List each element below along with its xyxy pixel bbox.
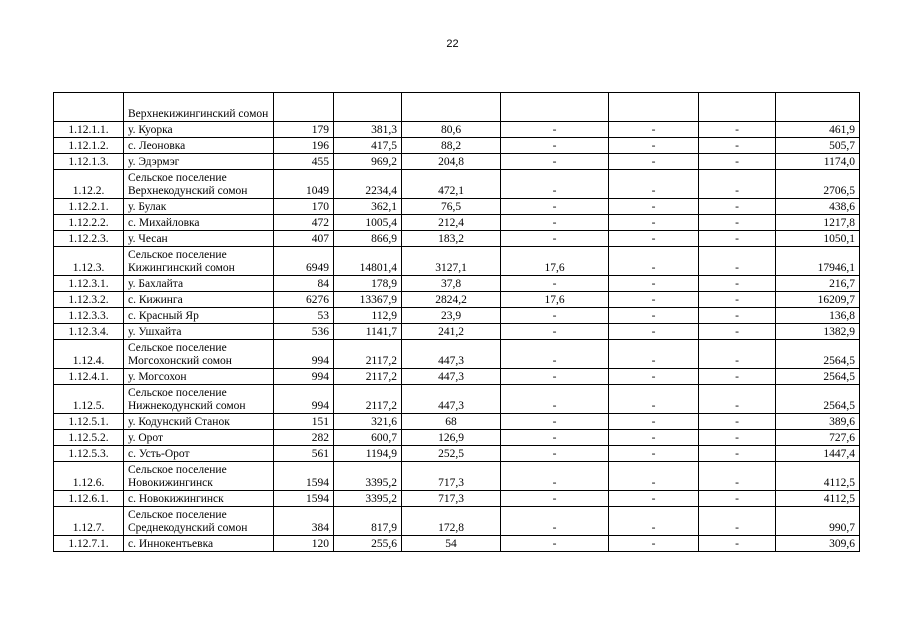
row-name: Сельское поселение Могсохонский сомон <box>124 340 274 369</box>
cell-value-2 <box>334 93 402 122</box>
table-row <box>54 385 860 414</box>
cell-value-4: - <box>501 414 609 430</box>
cell-total: 2564,5 <box>776 385 860 414</box>
row-name: с. Новокижингинск <box>124 491 274 507</box>
cell-population: 455 <box>274 154 334 170</box>
cell-value-2: 600,7 <box>334 430 402 446</box>
cell-population: 994 <box>274 385 334 414</box>
cell-value-6: - <box>699 491 776 507</box>
cell-population: 1594 <box>274 462 334 491</box>
row-code: 1.12.5.2. <box>54 430 124 446</box>
cell-total: 1174,0 <box>776 154 860 170</box>
cell-value-4: - <box>501 446 609 462</box>
cell-value-5: - <box>609 385 699 414</box>
cell-population: 472 <box>274 215 334 231</box>
row-name: с. Красный Яр <box>124 308 274 324</box>
cell-population: 407 <box>274 231 334 247</box>
row-name: с. Кижинга <box>124 292 274 308</box>
row-code: 1.12.6.1. <box>54 491 124 507</box>
cell-total: 505,7 <box>776 138 860 154</box>
cell-total: 4112,5 <box>776 491 860 507</box>
cell-value-2: 2117,2 <box>334 340 402 369</box>
row-name: с. Иннокентьевка <box>124 536 274 552</box>
cell-value-5: - <box>609 462 699 491</box>
cell-value-3: 252,5 <box>402 446 501 462</box>
row-name: у. Могсохон <box>124 369 274 385</box>
table-row <box>54 247 860 276</box>
cell-value-6: - <box>699 414 776 430</box>
table-row <box>54 414 860 430</box>
cell-value-6: - <box>699 507 776 536</box>
cell-population: 282 <box>274 430 334 446</box>
cell-total: 16209,7 <box>776 292 860 308</box>
cell-total: 2564,5 <box>776 369 860 385</box>
cell-population: 170 <box>274 199 334 215</box>
cell-population: 6949 <box>274 247 334 276</box>
settlements-table <box>53 92 860 552</box>
table-row <box>54 292 860 308</box>
cell-population: 384 <box>274 507 334 536</box>
cell-value-3: 126,9 <box>402 430 501 446</box>
cell-population: 561 <box>274 446 334 462</box>
cell-value-4: - <box>501 199 609 215</box>
cell-total: 17946,1 <box>776 247 860 276</box>
cell-value-3: 204,8 <box>402 154 501 170</box>
row-code: 1.12.4. <box>54 340 124 369</box>
cell-population: 84 <box>274 276 334 292</box>
cell-total: 389,6 <box>776 414 860 430</box>
row-name: Сельское поселение Среднекодунский сомон <box>124 507 274 536</box>
cell-value-6: - <box>699 536 776 552</box>
cell-total: 1447,4 <box>776 446 860 462</box>
table-row <box>54 138 860 154</box>
cell-value-3: 80,6 <box>402 122 501 138</box>
cell-value-6: - <box>699 430 776 446</box>
table-row <box>54 199 860 215</box>
table-row <box>54 462 860 491</box>
cell-value-3: 212,4 <box>402 215 501 231</box>
row-name: у. Кодунский Станок <box>124 414 274 430</box>
row-code: 1.12.1.3. <box>54 154 124 170</box>
cell-value-3: 717,3 <box>402 462 501 491</box>
row-code: 1.12.2.3. <box>54 231 124 247</box>
cell-value-2: 112,9 <box>334 308 402 324</box>
cell-value-2: 362,1 <box>334 199 402 215</box>
cell-value-3: 447,3 <box>402 385 501 414</box>
cell-value-4: - <box>501 170 609 199</box>
cell-value-3: 472,1 <box>402 170 501 199</box>
cell-total <box>776 93 860 122</box>
row-code: 1.12.3.3. <box>54 308 124 324</box>
table-row <box>54 430 860 446</box>
cell-value-5: - <box>609 199 699 215</box>
cell-value-2: 1194,9 <box>334 446 402 462</box>
cell-value-6: - <box>699 247 776 276</box>
cell-population: 196 <box>274 138 334 154</box>
row-code <box>54 93 124 122</box>
cell-value-2: 2234,4 <box>334 170 402 199</box>
row-code: 1.12.2. <box>54 170 124 199</box>
row-name: Сельское поселение Нижнекодунский сомон <box>124 385 274 414</box>
cell-value-5: - <box>609 536 699 552</box>
table-row <box>54 446 860 462</box>
cell-value-6: - <box>699 462 776 491</box>
cell-population: 6276 <box>274 292 334 308</box>
cell-value-5: - <box>609 138 699 154</box>
cell-value-5: - <box>609 491 699 507</box>
cell-value-4: - <box>501 276 609 292</box>
cell-value-5: - <box>609 430 699 446</box>
cell-value-6: - <box>699 138 776 154</box>
row-name: с. Михайловка <box>124 215 274 231</box>
cell-population: 179 <box>274 122 334 138</box>
row-code: 1.12.2.1. <box>54 199 124 215</box>
cell-value-6: - <box>699 231 776 247</box>
table-row <box>54 308 860 324</box>
cell-value-5: - <box>609 446 699 462</box>
cell-total: 136,8 <box>776 308 860 324</box>
cell-total: 438,6 <box>776 199 860 215</box>
row-code: 1.12.3.4. <box>54 324 124 340</box>
row-code: 1.12.2.2. <box>54 215 124 231</box>
row-name: у. Орот <box>124 430 274 446</box>
cell-value-6: - <box>699 170 776 199</box>
row-name: Сельское поселение Новокижингинск <box>124 462 274 491</box>
cell-value-6 <box>699 93 776 122</box>
row-code: 1.12.7.1. <box>54 536 124 552</box>
cell-value-2: 1005,4 <box>334 215 402 231</box>
cell-value-4: - <box>501 340 609 369</box>
row-code: 1.12.1.1. <box>54 122 124 138</box>
cell-value-4: - <box>501 536 609 552</box>
cell-value-5: - <box>609 170 699 199</box>
row-name: с. Усть-Орот <box>124 446 274 462</box>
page-number: 22 <box>446 38 459 50</box>
cell-value-3 <box>402 93 501 122</box>
table-row <box>54 154 860 170</box>
row-code: 1.12.5. <box>54 385 124 414</box>
row-name: у. Ушхайта <box>124 324 274 340</box>
table-row <box>54 369 860 385</box>
cell-value-2: 3395,2 <box>334 462 402 491</box>
cell-value-2: 255,6 <box>334 536 402 552</box>
cell-value-5: - <box>609 247 699 276</box>
cell-value-2: 2117,2 <box>334 369 402 385</box>
cell-value-4: - <box>501 369 609 385</box>
cell-population: 536 <box>274 324 334 340</box>
row-name: Верхнекижингинский сомон <box>124 93 274 122</box>
cell-value-3: 241,2 <box>402 324 501 340</box>
cell-value-6: - <box>699 369 776 385</box>
cell-value-6: - <box>699 292 776 308</box>
table-row <box>54 170 860 199</box>
cell-value-2: 381,3 <box>334 122 402 138</box>
cell-population: 994 <box>274 369 334 385</box>
row-name: Сельское поселение Кижингинский сомон <box>124 247 274 276</box>
cell-value-6: - <box>699 340 776 369</box>
cell-value-4 <box>501 93 609 122</box>
cell-value-2: 866,9 <box>334 231 402 247</box>
cell-population: 1049 <box>274 170 334 199</box>
cell-value-3: 88,2 <box>402 138 501 154</box>
table-body <box>54 93 860 552</box>
cell-value-3: 3127,1 <box>402 247 501 276</box>
table-row <box>54 324 860 340</box>
cell-value-2: 321,6 <box>334 414 402 430</box>
cell-value-3: 37,8 <box>402 276 501 292</box>
cell-value-3: 23,9 <box>402 308 501 324</box>
cell-total: 990,7 <box>776 507 860 536</box>
cell-value-4: - <box>501 324 609 340</box>
cell-total: 1050,1 <box>776 231 860 247</box>
cell-value-2: 14801,4 <box>334 247 402 276</box>
cell-value-6: - <box>699 308 776 324</box>
cell-total: 727,6 <box>776 430 860 446</box>
cell-value-4: - <box>501 385 609 414</box>
cell-value-4: - <box>501 430 609 446</box>
cell-value-4: - <box>501 215 609 231</box>
cell-total: 2706,5 <box>776 170 860 199</box>
cell-value-4: - <box>501 122 609 138</box>
cell-value-4: - <box>501 507 609 536</box>
table-row <box>54 276 860 292</box>
cell-total: 1382,9 <box>776 324 860 340</box>
cell-value-3: 54 <box>402 536 501 552</box>
row-code: 1.12.3.1. <box>54 276 124 292</box>
cell-value-2: 3395,2 <box>334 491 402 507</box>
cell-value-2: 417,5 <box>334 138 402 154</box>
cell-value-5: - <box>609 414 699 430</box>
cell-value-5: - <box>609 215 699 231</box>
table-row <box>54 491 860 507</box>
cell-value-2: 13367,9 <box>334 292 402 308</box>
cell-value-6: - <box>699 215 776 231</box>
cell-population: 53 <box>274 308 334 324</box>
row-name: у. Эдэрмэг <box>124 154 274 170</box>
cell-value-6: - <box>699 385 776 414</box>
cell-value-6: - <box>699 324 776 340</box>
cell-value-5: - <box>609 276 699 292</box>
table-row <box>54 340 860 369</box>
cell-value-5: - <box>609 292 699 308</box>
row-name: у. Булак <box>124 199 274 215</box>
cell-value-5: - <box>609 308 699 324</box>
cell-total: 2564,5 <box>776 340 860 369</box>
row-name: у. Куорка <box>124 122 274 138</box>
table-row <box>54 93 860 122</box>
row-code: 1.12.5.1. <box>54 414 124 430</box>
cell-value-2: 178,9 <box>334 276 402 292</box>
cell-value-4: - <box>501 231 609 247</box>
cell-value-6: - <box>699 154 776 170</box>
row-code: 1.12.7. <box>54 507 124 536</box>
cell-total: 4112,5 <box>776 462 860 491</box>
row-code: 1.12.3.2. <box>54 292 124 308</box>
cell-value-3: 68 <box>402 414 501 430</box>
cell-population: 994 <box>274 340 334 369</box>
table-row <box>54 536 860 552</box>
cell-population <box>274 93 334 122</box>
cell-total: 461,9 <box>776 122 860 138</box>
cell-value-3: 2824,2 <box>402 292 501 308</box>
cell-value-5: - <box>609 340 699 369</box>
cell-total: 216,7 <box>776 276 860 292</box>
cell-total: 1217,8 <box>776 215 860 231</box>
cell-value-3: 447,3 <box>402 369 501 385</box>
cell-value-4: - <box>501 462 609 491</box>
cell-value-3: 183,2 <box>402 231 501 247</box>
cell-value-2: 969,2 <box>334 154 402 170</box>
cell-value-4: - <box>501 308 609 324</box>
cell-value-5 <box>609 93 699 122</box>
table-row <box>54 507 860 536</box>
cell-value-5: - <box>609 122 699 138</box>
table-row <box>54 122 860 138</box>
cell-value-4: 17,6 <box>501 292 609 308</box>
cell-value-6: - <box>699 446 776 462</box>
cell-population: 1594 <box>274 491 334 507</box>
cell-value-2: 817,9 <box>334 507 402 536</box>
cell-population: 151 <box>274 414 334 430</box>
cell-value-3: 76,5 <box>402 199 501 215</box>
table-row <box>54 215 860 231</box>
table-row <box>54 231 860 247</box>
row-name: с. Леоновка <box>124 138 274 154</box>
row-name: Сельское поселение Верхнекодунский сомон <box>124 170 274 199</box>
cell-total: 309,6 <box>776 536 860 552</box>
row-code: 1.12.6. <box>54 462 124 491</box>
cell-value-2: 2117,2 <box>334 385 402 414</box>
cell-value-6: - <box>699 276 776 292</box>
cell-value-3: 447,3 <box>402 340 501 369</box>
cell-value-4: - <box>501 154 609 170</box>
cell-value-5: - <box>609 324 699 340</box>
cell-value-4: 17,6 <box>501 247 609 276</box>
cell-value-4: - <box>501 138 609 154</box>
cell-value-6: - <box>699 199 776 215</box>
cell-value-5: - <box>609 507 699 536</box>
row-code: 1.12.5.3. <box>54 446 124 462</box>
cell-value-3: 717,3 <box>402 491 501 507</box>
cell-value-5: - <box>609 369 699 385</box>
cell-value-5: - <box>609 154 699 170</box>
cell-value-2: 1141,7 <box>334 324 402 340</box>
cell-value-5: - <box>609 231 699 247</box>
row-name: у. Чесан <box>124 231 274 247</box>
row-code: 1.12.3. <box>54 247 124 276</box>
cell-value-6: - <box>699 122 776 138</box>
cell-value-3: 172,8 <box>402 507 501 536</box>
row-code: 1.12.1.2. <box>54 138 124 154</box>
row-code: 1.12.4.1. <box>54 369 124 385</box>
row-name: у. Бахлайта <box>124 276 274 292</box>
cell-population: 120 <box>274 536 334 552</box>
cell-value-4: - <box>501 491 609 507</box>
